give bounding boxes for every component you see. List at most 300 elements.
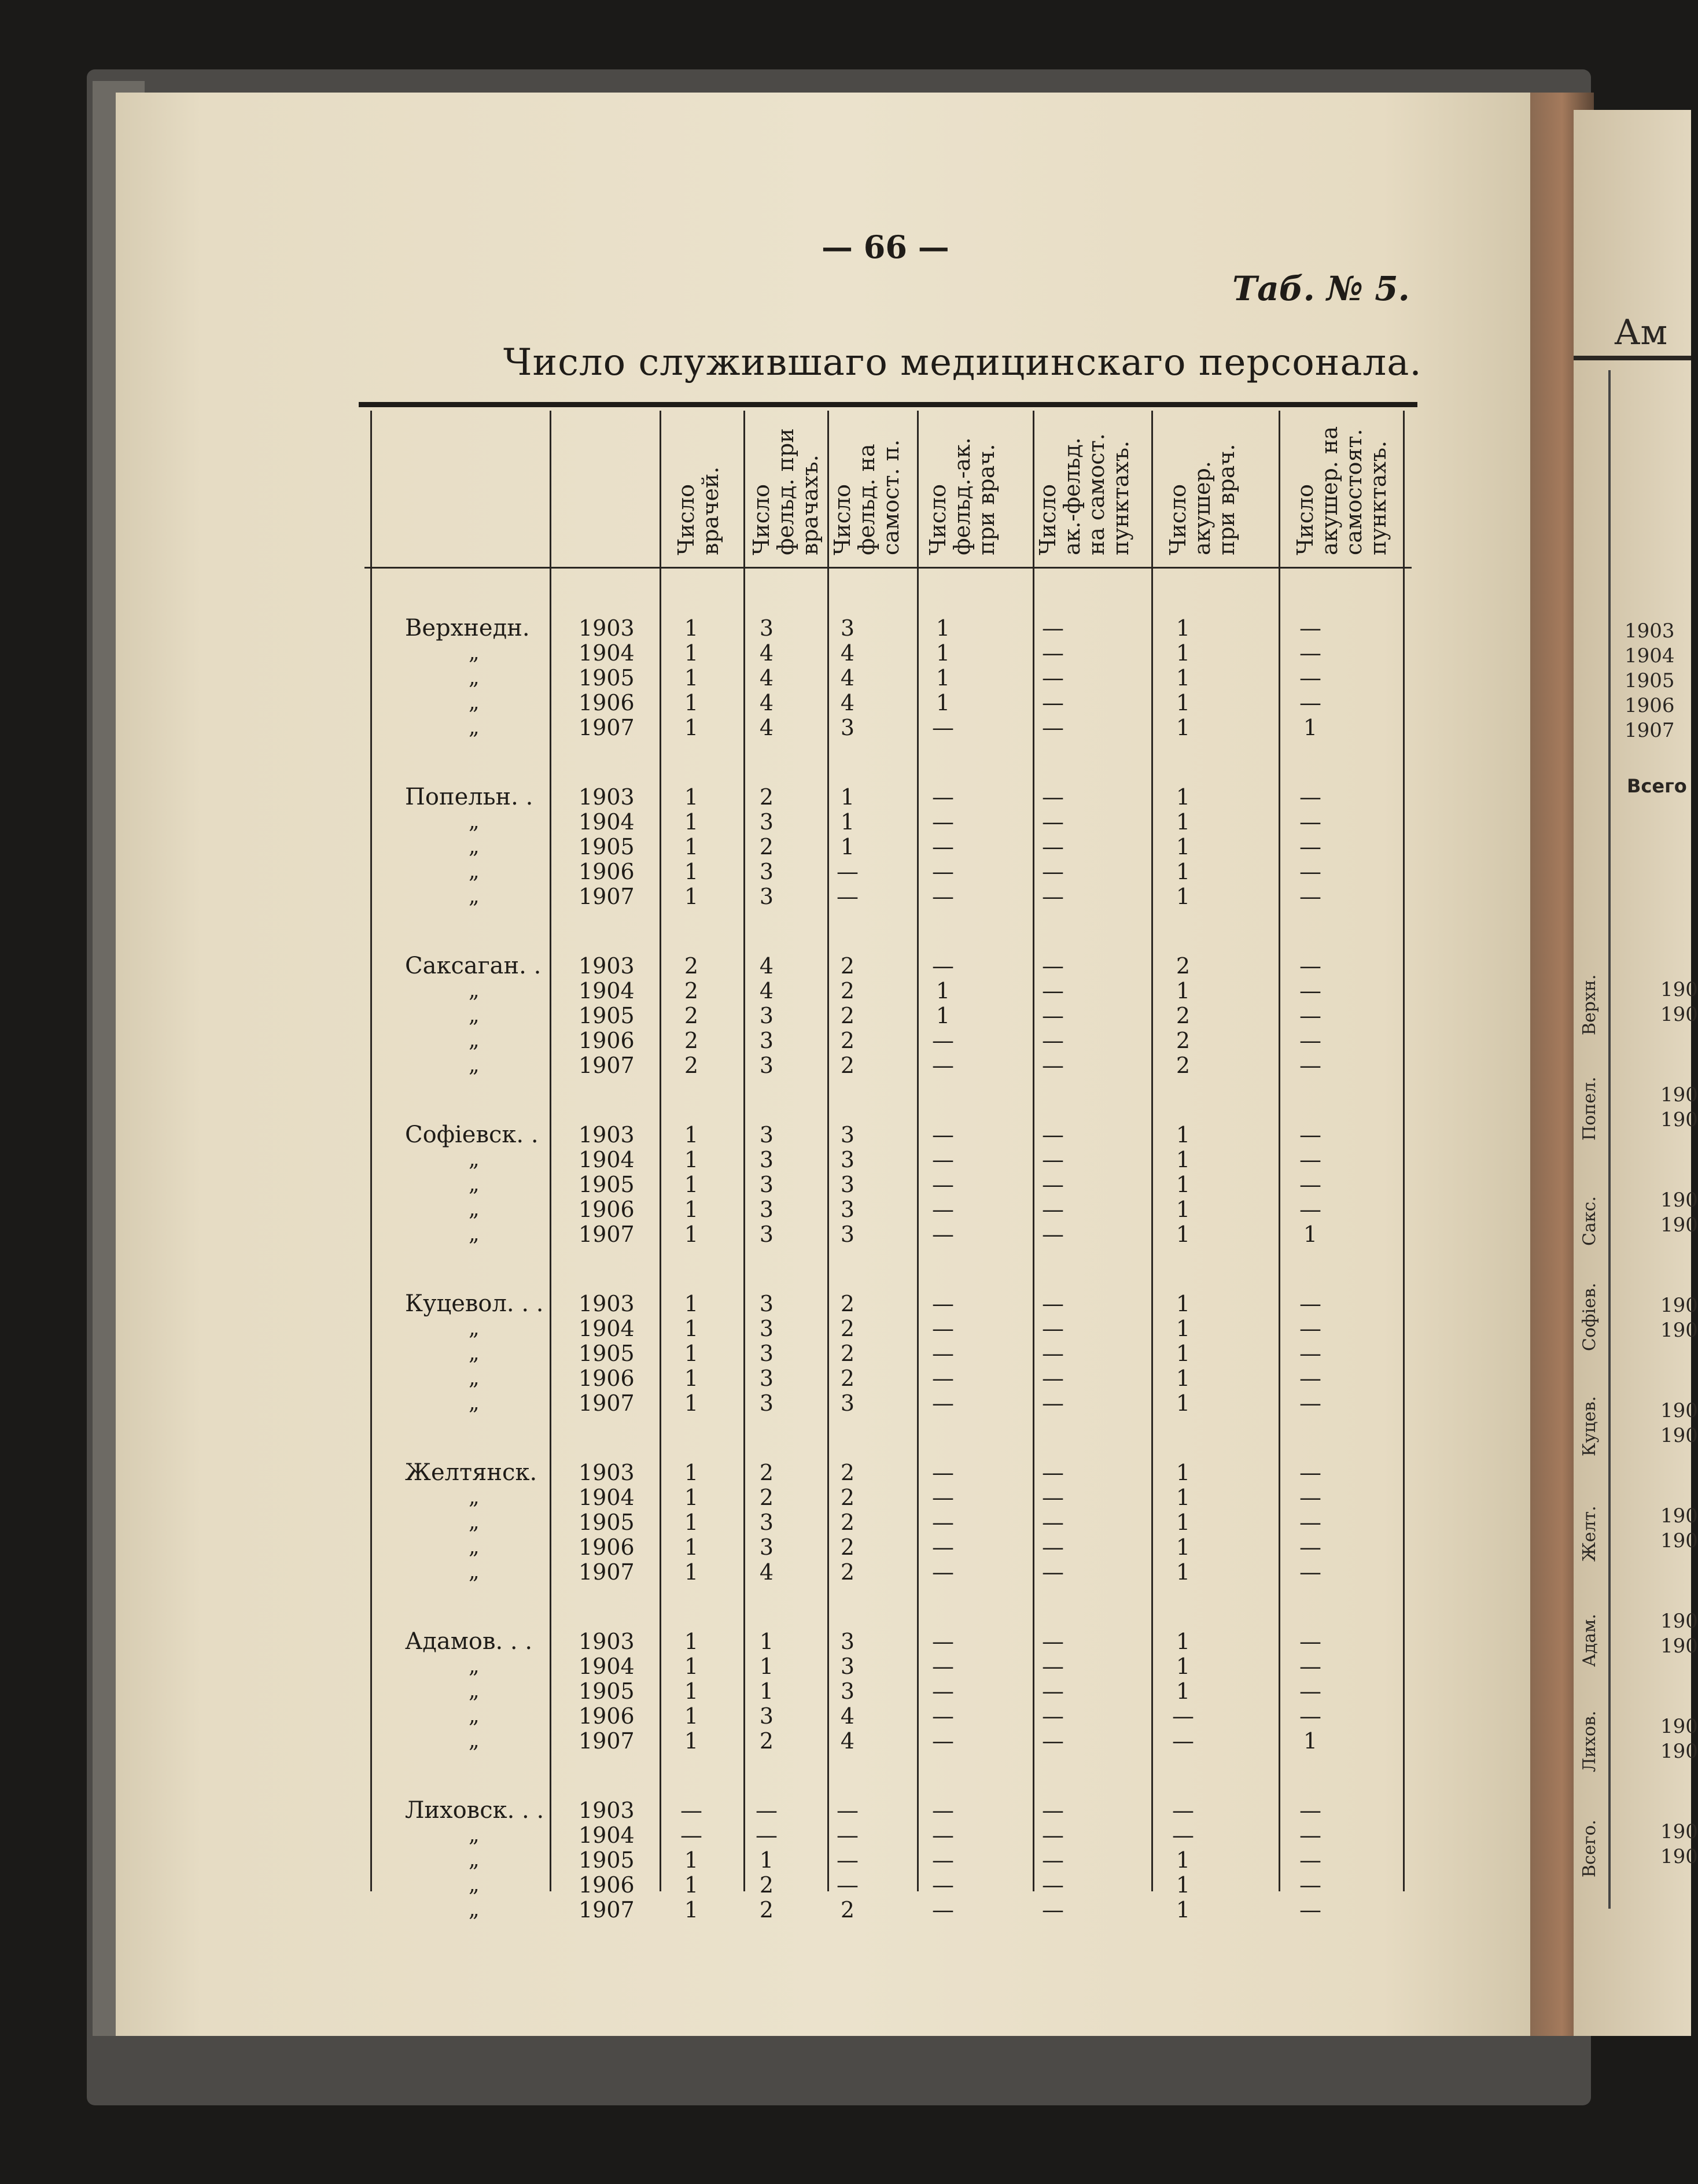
facing-year: 1906 <box>1625 694 1675 717</box>
value-cell: — <box>837 1798 859 1823</box>
year-cell: 1904 <box>579 1654 635 1679</box>
value-cell: — <box>1299 1172 1321 1197</box>
value-cell: — <box>932 1341 954 1366</box>
value-cell: 4 <box>840 640 855 666</box>
value-cell: 4 <box>840 1728 855 1754</box>
value-cell: — <box>932 859 954 884</box>
year-cell: 1907 <box>579 1897 635 1923</box>
value-cell: 3 <box>759 1222 774 1247</box>
value-cell: 2 <box>1176 953 1191 979</box>
ditto-mark: „ <box>469 715 480 739</box>
value-cell: — <box>837 1823 859 1848</box>
value-cell: 1 <box>684 615 699 641</box>
value-cell: — <box>932 1222 954 1247</box>
value-cell: 1 <box>684 1897 699 1923</box>
value-cell: 1 <box>1176 1872 1191 1898</box>
year-cell: 1905 <box>579 1341 635 1366</box>
value-cell: — <box>1299 665 1321 691</box>
ditto-mark: „ <box>469 835 480 858</box>
value-cell: 3 <box>840 715 855 740</box>
value-cell: — <box>1042 690 1064 715</box>
value-cell: 1 <box>1303 1728 1318 1754</box>
facing-year: 1905 <box>1625 669 1675 692</box>
year-cell: 1903 <box>579 953 635 979</box>
value-cell: 2 <box>684 1028 699 1053</box>
table-number: Таб. № 5. <box>1232 269 1410 308</box>
value-cell: 1 <box>1176 690 1191 715</box>
facing-year: 1904 <box>1625 644 1675 667</box>
value-cell: — <box>680 1823 702 1848</box>
column-header: Число фельд.-ак. при врач. <box>925 437 999 555</box>
ditto-mark: „ <box>469 884 480 908</box>
value-cell: — <box>1299 1390 1321 1416</box>
value-cell: 2 <box>684 978 699 1004</box>
value-cell: 3 <box>840 1654 855 1679</box>
year-cell: 1904 <box>579 1823 635 1848</box>
value-cell: 1 <box>684 1654 699 1679</box>
value-cell: 1 <box>935 640 951 666</box>
value-cell: 1 <box>1176 1390 1191 1416</box>
value-cell: 2 <box>840 1485 855 1510</box>
value-cell: 2 <box>684 953 699 979</box>
value-cell: 3 <box>759 1291 774 1316</box>
value-cell: 3 <box>759 1172 774 1197</box>
value-cell: — <box>1042 784 1064 810</box>
column-header: Число фельд. на самост. п. <box>830 439 904 555</box>
value-cell: — <box>932 1847 954 1873</box>
value-cell: — <box>1299 690 1321 715</box>
facing-year: 190 <box>1660 1108 1698 1131</box>
value-cell: 4 <box>840 690 855 715</box>
value-cell: 2 <box>1176 1003 1191 1028</box>
value-cell: 1 <box>684 1559 699 1585</box>
year-cell: 1907 <box>579 1053 635 1078</box>
value-cell: — <box>1042 1872 1064 1898</box>
value-cell: 2 <box>759 1460 774 1485</box>
value-cell: 4 <box>759 640 774 666</box>
value-cell: 1 <box>1176 1316 1191 1341</box>
value-cell: 1 <box>684 1222 699 1247</box>
facing-row-label: Сакс. <box>1579 1196 1600 1246</box>
value-cell: 2 <box>840 1028 855 1053</box>
value-cell: — <box>1042 1460 1064 1485</box>
value-cell: — <box>1042 978 1064 1004</box>
value-cell: 1 <box>759 1847 774 1873</box>
value-cell: — <box>932 1728 954 1754</box>
ditto-mark: „ <box>469 1510 480 1534</box>
value-cell: 1 <box>1303 1222 1318 1247</box>
value-cell: 1 <box>684 1534 699 1560</box>
facing-year: 190 <box>1660 978 1698 1001</box>
value-cell: 3 <box>759 1534 774 1560</box>
value-cell: 3 <box>759 1341 774 1366</box>
value-cell: 1 <box>1176 640 1191 666</box>
value-cell: 1 <box>759 1678 774 1704</box>
district-label: Софіевск. . <box>405 1121 539 1148</box>
value-cell: — <box>932 1028 954 1053</box>
column-header: Число врачей. <box>673 466 723 555</box>
value-cell: 2 <box>840 1366 855 1391</box>
facing-year: 190 <box>1660 1635 1698 1658</box>
facing-row-label: Желт. <box>1579 1506 1600 1562</box>
value-cell: 1 <box>1176 1147 1191 1172</box>
value-cell: — <box>1299 1534 1321 1560</box>
value-cell: — <box>932 834 954 859</box>
value-cell: 3 <box>759 809 774 835</box>
value-cell: — <box>1042 1122 1064 1148</box>
value-cell: 1 <box>1176 1847 1191 1873</box>
value-cell: 1 <box>759 1654 774 1679</box>
ditto-mark: „ <box>469 810 480 833</box>
value-cell: 2 <box>759 1728 774 1754</box>
district-label: Лиховск. . . <box>405 1797 544 1824</box>
facing-row-label: Куцев. <box>1579 1396 1600 1456</box>
value-cell: 4 <box>759 1559 774 1585</box>
value-cell: — <box>932 1485 954 1510</box>
value-cell: 1 <box>684 1485 699 1510</box>
value-cell: — <box>932 784 954 810</box>
value-cell: 1 <box>684 784 699 810</box>
header-rule <box>359 402 1417 407</box>
value-cell: — <box>1042 1053 1064 1078</box>
value-cell: — <box>1299 1122 1321 1148</box>
page-number: — 66 — <box>822 228 949 265</box>
value-cell: 1 <box>684 1366 699 1391</box>
value-cell: 1 <box>684 1703 699 1729</box>
value-cell: — <box>932 1147 954 1172</box>
value-cell: — <box>932 1172 954 1197</box>
ditto-mark: „ <box>469 1654 480 1678</box>
ditto-mark: „ <box>469 1172 480 1196</box>
value-cell: — <box>1299 1291 1321 1316</box>
year-cell: 1904 <box>579 640 635 666</box>
value-cell: — <box>932 1510 954 1535</box>
value-cell: 1 <box>684 834 699 859</box>
district-label: Желтянск. <box>405 1459 537 1486</box>
value-cell: 3 <box>759 1366 774 1391</box>
value-cell: 1 <box>935 665 951 691</box>
facing-page-heading: Ам <box>1614 312 1668 353</box>
value-cell: 1 <box>684 1460 699 1485</box>
value-cell: 1 <box>684 1316 699 1341</box>
facing-page-years <box>1625 619 1675 743</box>
year-cell: 1907 <box>579 1728 635 1754</box>
year-cell: 1903 <box>579 1798 635 1823</box>
year-cell: 1903 <box>579 1122 635 1148</box>
value-cell: — <box>932 953 954 979</box>
value-cell: — <box>1042 1798 1064 1823</box>
ditto-mark: „ <box>469 666 480 689</box>
column-header: Число ак.-фельд. на самост. пунктахъ. <box>1035 433 1133 555</box>
value-cell: — <box>1299 1053 1321 1078</box>
facing-year: 190 <box>1660 1845 1698 1868</box>
district-label: Адамов. . . <box>405 1628 533 1655</box>
value-cell: 3 <box>759 615 774 641</box>
value-cell: — <box>1299 1197 1321 1222</box>
value-cell: — <box>932 1559 954 1585</box>
value-cell: — <box>1042 953 1064 979</box>
value-cell: — <box>1299 1872 1321 1898</box>
value-cell: 1 <box>684 1390 699 1416</box>
value-cell: 1 <box>935 690 951 715</box>
year-cell: 1904 <box>579 1485 635 1510</box>
value-cell: 1 <box>684 1629 699 1654</box>
year-cell: 1903 <box>579 1291 635 1316</box>
value-cell: — <box>932 1122 954 1148</box>
column-rule <box>1151 411 1153 1891</box>
value-cell: — <box>932 1316 954 1341</box>
ditto-mark: „ <box>469 1848 480 1872</box>
value-cell: 1 <box>935 1003 951 1028</box>
value-cell: 1 <box>684 1172 699 1197</box>
value-cell: — <box>932 1366 954 1391</box>
value-cell: — <box>1042 1341 1064 1366</box>
year-cell: 1904 <box>579 809 635 835</box>
value-cell: 1 <box>1176 1122 1191 1148</box>
value-cell: 4 <box>759 665 774 691</box>
year-cell: 1905 <box>579 1847 635 1873</box>
value-cell: — <box>1172 1728 1194 1754</box>
value-cell: — <box>932 1390 954 1416</box>
value-cell: — <box>837 1872 859 1898</box>
ditto-mark: „ <box>469 1004 480 1027</box>
facing-year: 190 <box>1660 1715 1698 1738</box>
value-cell: — <box>837 884 859 909</box>
facing-year: 190 <box>1660 1319 1698 1342</box>
value-cell: — <box>1299 1678 1321 1704</box>
year-cell: 1905 <box>579 665 635 691</box>
facing-page-rule <box>1574 356 1691 360</box>
column-rule <box>550 411 551 1891</box>
value-cell: — <box>1042 859 1064 884</box>
column-rule <box>1403 411 1405 1891</box>
value-cell: 1 <box>1176 1485 1191 1510</box>
value-cell: 3 <box>840 1678 855 1704</box>
ditto-mark: „ <box>469 1148 480 1171</box>
value-cell: 1 <box>684 1728 699 1754</box>
value-cell: — <box>1042 1222 1064 1247</box>
value-cell: — <box>1172 1703 1194 1729</box>
value-cell: 1 <box>1176 1629 1191 1654</box>
value-cell: — <box>1042 1629 1064 1654</box>
ditto-mark: „ <box>469 1028 480 1052</box>
value-cell: — <box>1299 1485 1321 1510</box>
value-cell: — <box>1042 1897 1064 1923</box>
value-cell: 2 <box>1176 1053 1191 1078</box>
ditto-mark: „ <box>469 979 480 1002</box>
value-cell: — <box>1042 640 1064 666</box>
facing-year: 190 <box>1660 1213 1698 1237</box>
value-cell: 3 <box>759 1053 774 1078</box>
value-cell: 3 <box>759 1028 774 1053</box>
value-cell: 2 <box>759 1872 774 1898</box>
value-cell: — <box>932 1703 954 1729</box>
value-cell: 4 <box>759 978 774 1004</box>
value-cell: — <box>932 1291 954 1316</box>
ditto-mark: „ <box>469 1535 480 1559</box>
facing-page-divider <box>1608 370 1611 1909</box>
ditto-mark: „ <box>469 1873 480 1897</box>
facing-total-label: Всего <box>1627 775 1687 797</box>
value-cell: 1 <box>1176 809 1191 835</box>
year-cell: 1904 <box>579 1147 635 1172</box>
value-cell: 1 <box>1176 978 1191 1004</box>
value-cell: — <box>1042 1703 1064 1729</box>
header-separator <box>364 567 1412 569</box>
value-cell: 1 <box>935 615 951 641</box>
facing-year: 190 <box>1660 1529 1698 1552</box>
facing-year: 190 <box>1660 1424 1698 1447</box>
value-cell: — <box>756 1823 778 1848</box>
value-cell: — <box>1299 809 1321 835</box>
year-cell: 1906 <box>579 1366 635 1391</box>
value-cell: — <box>1299 784 1321 810</box>
ditto-mark: „ <box>469 1485 480 1509</box>
column-rule <box>917 411 919 1891</box>
value-cell: — <box>1042 1485 1064 1510</box>
value-cell: 3 <box>840 1147 855 1172</box>
value-cell: — <box>932 884 954 909</box>
district-label: Куцевол. . . <box>405 1290 544 1317</box>
ditto-mark: „ <box>469 1704 480 1728</box>
year-cell: 1903 <box>579 615 635 641</box>
value-cell: — <box>1042 1654 1064 1679</box>
ditto-mark: „ <box>469 1560 480 1584</box>
value-cell: 1 <box>684 665 699 691</box>
value-cell: 1 <box>1176 1291 1191 1316</box>
facing-row-label: Адам. <box>1579 1614 1600 1667</box>
value-cell: — <box>932 1460 954 1485</box>
value-cell: 3 <box>759 1316 774 1341</box>
column-rule <box>1279 411 1280 1891</box>
value-cell: 3 <box>840 1222 855 1247</box>
year-cell: 1905 <box>579 1172 635 1197</box>
value-cell: 4 <box>840 665 855 691</box>
year-cell: 1907 <box>579 1222 635 1247</box>
value-cell: 2 <box>840 1316 855 1341</box>
year-cell: 1906 <box>579 1703 635 1729</box>
value-cell: — <box>1299 859 1321 884</box>
value-cell: 3 <box>840 615 855 641</box>
value-cell: 1 <box>1176 1678 1191 1704</box>
value-cell: — <box>1299 834 1321 859</box>
value-cell: 2 <box>840 1053 855 1078</box>
value-cell: — <box>932 1678 954 1704</box>
facing-row-label: Всего. <box>1579 1820 1600 1877</box>
facing-year: 190 <box>1660 1820 1698 1843</box>
value-cell: 1 <box>684 1122 699 1148</box>
value-cell: — <box>680 1798 702 1823</box>
value-cell: — <box>1042 1003 1064 1028</box>
value-cell: — <box>1042 1366 1064 1391</box>
facing-year: 190 <box>1660 1294 1698 1317</box>
value-cell: — <box>1299 1460 1321 1485</box>
year-cell: 1903 <box>579 784 635 810</box>
value-cell: — <box>1042 715 1064 740</box>
value-cell: — <box>1042 1728 1064 1754</box>
value-cell: — <box>932 1654 954 1679</box>
ditto-mark: „ <box>469 1898 480 1921</box>
value-cell: 1 <box>1176 1222 1191 1247</box>
value-cell: — <box>1299 1847 1321 1873</box>
year-cell: 1906 <box>579 1197 635 1222</box>
value-cell: — <box>932 1823 954 1848</box>
year-cell: 1906 <box>579 690 635 715</box>
value-cell: 1 <box>935 978 951 1004</box>
value-cell: 1 <box>684 1872 699 1898</box>
value-cell: 1 <box>1176 1197 1191 1222</box>
value-cell: — <box>932 1534 954 1560</box>
value-cell: 1 <box>1176 715 1191 740</box>
value-cell: 2 <box>840 978 855 1004</box>
value-cell: 1 <box>1176 1460 1191 1485</box>
value-cell: 1 <box>684 1341 699 1366</box>
ditto-mark: „ <box>469 641 480 665</box>
value-cell: — <box>1042 1316 1064 1341</box>
value-cell: 1 <box>1176 1172 1191 1197</box>
value-cell: — <box>1299 1897 1321 1923</box>
value-cell: 1 <box>684 640 699 666</box>
column-header: Число фельд. при врачахъ. <box>749 428 823 555</box>
year-cell: 1905 <box>579 1003 635 1028</box>
value-cell: 1 <box>1176 1654 1191 1679</box>
value-cell: 4 <box>759 953 774 979</box>
year-cell: 1907 <box>579 715 635 740</box>
year-cell: 1905 <box>579 1510 635 1535</box>
value-cell: 2 <box>759 1897 774 1923</box>
facing-row-label: Попел. <box>1579 1076 1600 1141</box>
ditto-mark: „ <box>469 1679 480 1703</box>
column-rule <box>660 411 661 1891</box>
table-title: Число служившаго медицинскаго персонала. <box>503 341 1422 384</box>
value-cell: 1 <box>1176 884 1191 909</box>
value-cell: 3 <box>840 1122 855 1148</box>
facing-year: 190 <box>1660 1610 1698 1633</box>
value-cell: 3 <box>759 1003 774 1028</box>
ditto-mark: „ <box>469 859 480 883</box>
year-cell: 1904 <box>579 978 635 1004</box>
value-cell: — <box>932 1897 954 1923</box>
value-cell: 2 <box>840 1341 855 1366</box>
value-cell: 1 <box>684 1510 699 1535</box>
value-cell: — <box>1299 884 1321 909</box>
value-cell: — <box>1042 834 1064 859</box>
value-cell: 1 <box>684 884 699 909</box>
value-cell: — <box>1042 1847 1064 1873</box>
value-cell: — <box>1299 1823 1321 1848</box>
value-cell: — <box>837 859 859 884</box>
value-cell: — <box>1042 1823 1064 1848</box>
value-cell: — <box>1042 1028 1064 1053</box>
facing-row-label: Софіев. <box>1579 1282 1600 1351</box>
value-cell: — <box>1042 1291 1064 1316</box>
year-cell: 1906 <box>579 1028 635 1053</box>
year-cell: 1906 <box>579 859 635 884</box>
value-cell: — <box>1042 1390 1064 1416</box>
value-cell: 2 <box>840 1897 855 1923</box>
value-cell: 4 <box>840 1703 855 1729</box>
value-cell: — <box>1042 1534 1064 1560</box>
value-cell: 1 <box>840 784 855 810</box>
value-cell: 1 <box>684 690 699 715</box>
value-cell: 1 <box>1176 1559 1191 1585</box>
value-cell: — <box>837 1847 859 1873</box>
value-cell: 2 <box>759 834 774 859</box>
value-cell: 1 <box>1176 834 1191 859</box>
value-cell: 3 <box>759 1703 774 1729</box>
facing-row-label: Верхн. <box>1579 974 1600 1035</box>
facing-year: 190 <box>1660 1504 1698 1528</box>
